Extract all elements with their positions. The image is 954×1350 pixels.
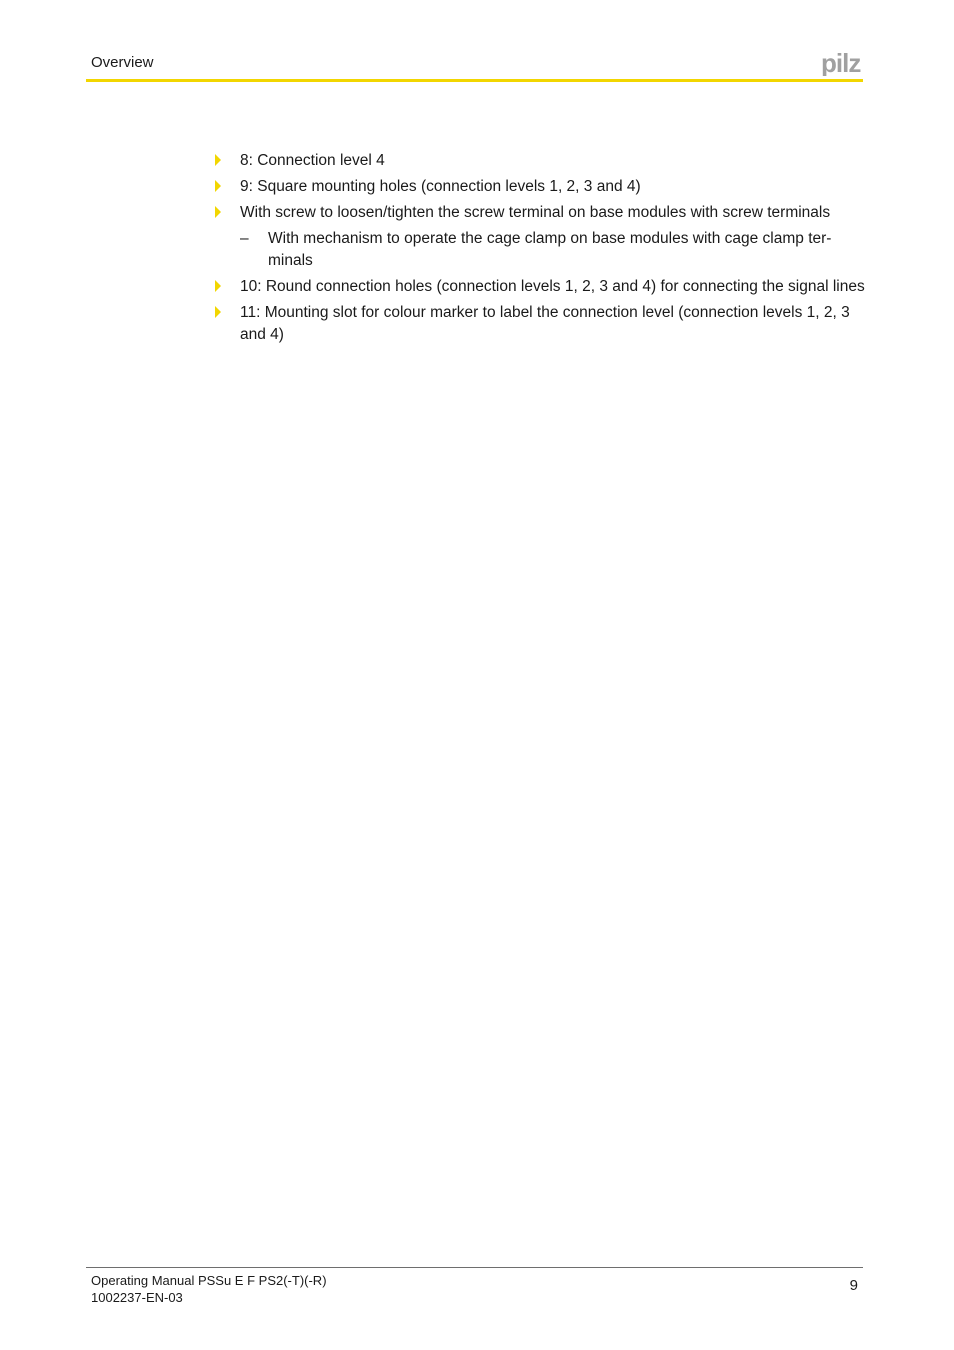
- list-item: [212, 176, 872, 198]
- bullet-list: [212, 150, 872, 350]
- sub-list-item-text: With mechanism to operate the cage clamp on base modules with cage clamp ter-minals: [268, 230, 832, 269]
- dash-marker: –: [240, 230, 249, 247]
- footer-rule: [86, 1267, 863, 1268]
- list-item: [212, 302, 872, 346]
- list-item: [212, 202, 872, 224]
- footer-doc-number: 1002237-EN-03: [91, 1290, 183, 1305]
- list-item-text: With screw to loosen/tighten the screw terminal on base modules with screw terminals: [240, 204, 831, 221]
- list-item-text: 9: Square mounting holes (connection levels 1, 2, 3 and 4): [240, 178, 641, 195]
- list-item-text: 8: Connection level 4: [240, 152, 385, 169]
- page-header-title: Overview: [91, 54, 154, 71]
- triangle-bullet-icon: [215, 180, 221, 192]
- footer-manual-title: Operating Manual PSSu E F PS2(-T)(-R): [91, 1273, 327, 1288]
- triangle-bullet-icon: [215, 280, 221, 292]
- page-number: 9: [849, 1277, 858, 1294]
- triangle-bullet-icon: [215, 306, 221, 318]
- triangle-bullet-icon: [215, 206, 221, 218]
- header-rule: [86, 79, 863, 82]
- pilz-logo-text: pilz: [821, 50, 861, 76]
- list-item-text: 10: Round connection holes (connection levels 1, 2, 3 and 4) for connecting the signal lines: [240, 278, 865, 295]
- list-item: [212, 150, 872, 172]
- triangle-bullet-icon: [215, 154, 221, 166]
- pilz-logo: [821, 50, 865, 76]
- footer-info: [91, 1272, 327, 1306]
- list-item-text: 11: Mounting slot for colour marker to label the connection level (connection levels 1, 2, 3 and 4): [240, 304, 850, 343]
- sub-list-item: [212, 228, 872, 272]
- list-item: [212, 276, 872, 298]
